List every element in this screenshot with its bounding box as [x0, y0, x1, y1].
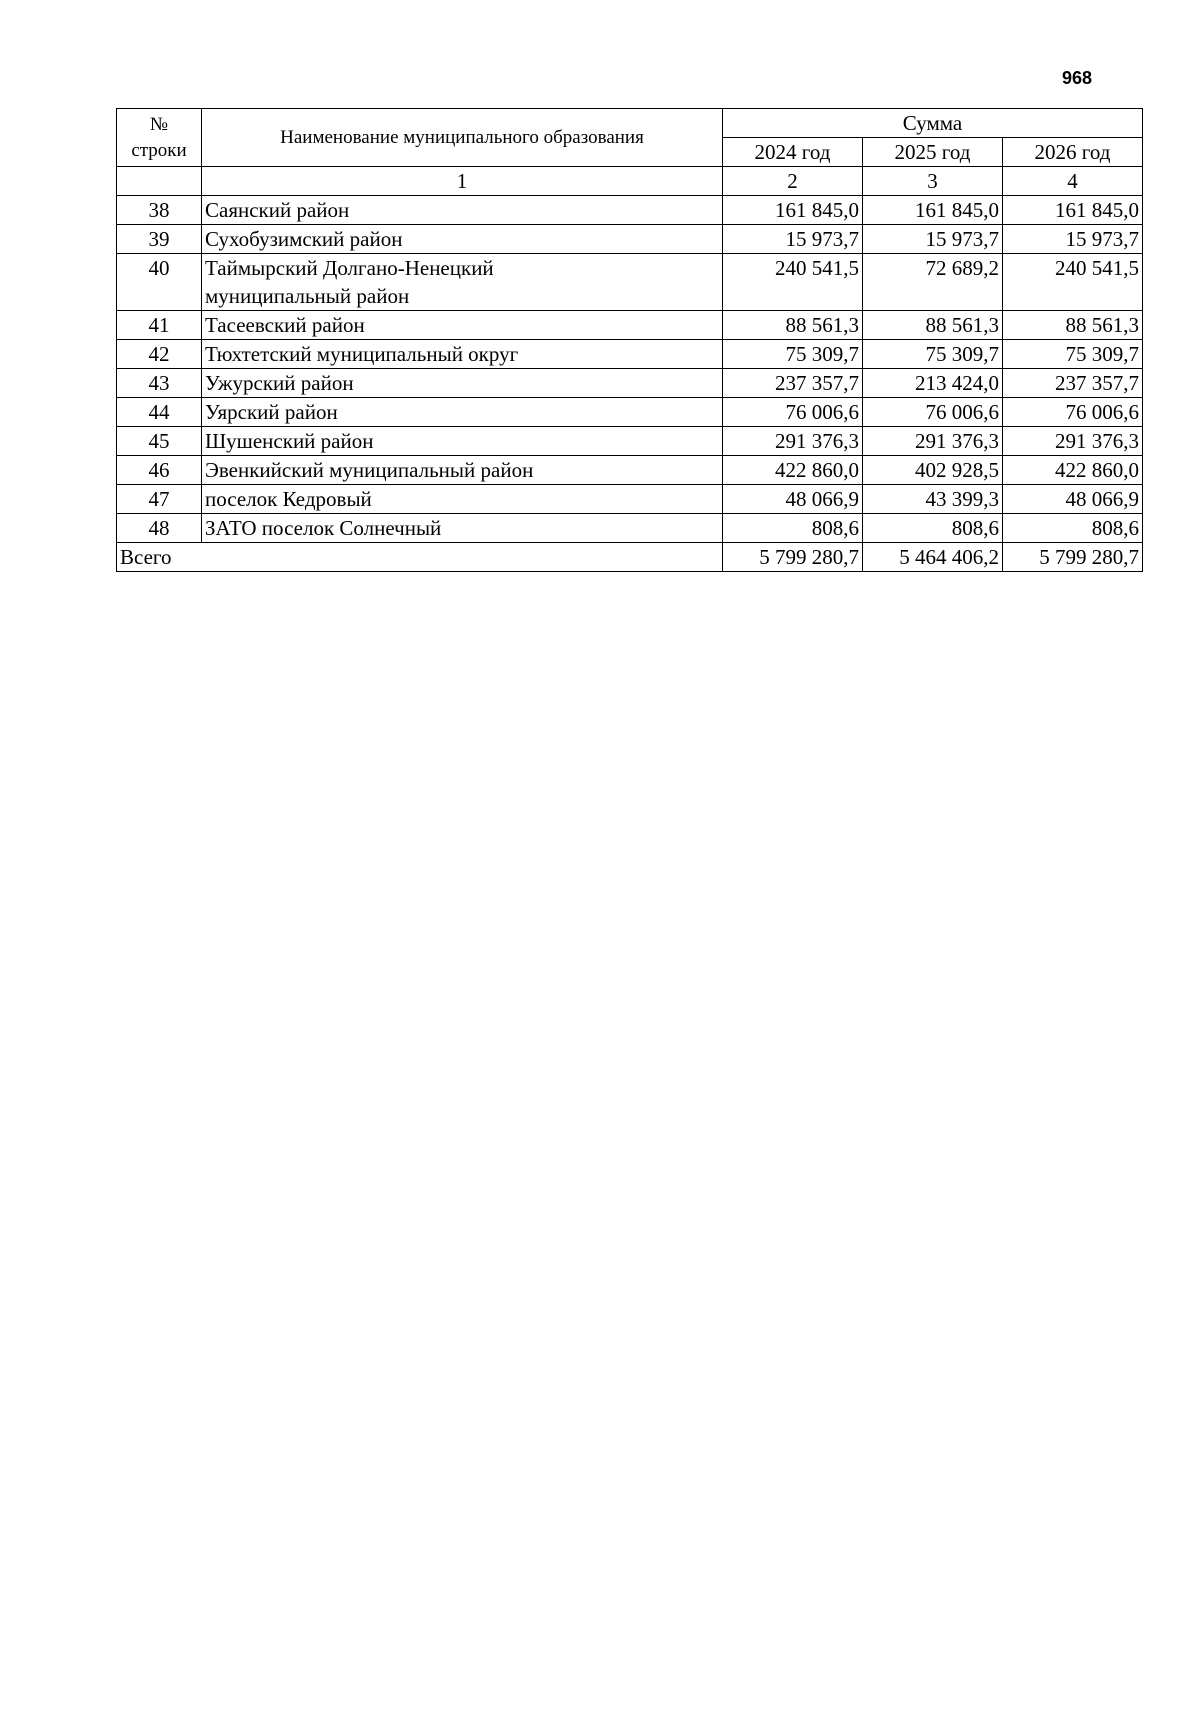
municipality-name: [202, 254, 723, 311]
col-number-1: 1: [202, 167, 723, 196]
value-2026: 240 541,5: [1003, 254, 1143, 311]
row-number: 38: [117, 196, 202, 225]
value-2026: 88 561,3: [1003, 311, 1143, 340]
row-number: 46: [117, 456, 202, 485]
municipality-name-line2: муниципальный район: [205, 284, 410, 308]
value-2024: 808,6: [723, 514, 863, 543]
value-2025: 43 399,3: [863, 485, 1003, 514]
value-2026: 48 066,9: [1003, 485, 1143, 514]
value-2026: 237 357,7: [1003, 369, 1143, 398]
table-body: [117, 196, 1143, 572]
total-2026: 5 799 280,7: [1003, 543, 1143, 572]
value-2025: 75 309,7: [863, 340, 1003, 369]
table-header: [117, 109, 1143, 196]
row-number: 48: [117, 514, 202, 543]
value-2026: 422 860,0: [1003, 456, 1143, 485]
value-2026: 76 006,6: [1003, 398, 1143, 427]
table-row: [117, 311, 1143, 340]
value-2025: 88 561,3: [863, 311, 1003, 340]
municipality-name: Тасеевский район: [202, 311, 723, 340]
page-number: 968: [1062, 68, 1093, 88]
municipality-name: Уярский район: [202, 398, 723, 427]
table-row: [117, 225, 1143, 254]
municipality-name-line1: Таймырский Долгано-Ненецкий: [205, 256, 494, 280]
value-2024: 240 541,5: [723, 254, 863, 311]
row-number: 39: [117, 225, 202, 254]
header-row-number-label: строки: [131, 139, 187, 161]
value-2025: 72 689,2: [863, 254, 1003, 311]
municipality-name: Ужурский район: [202, 369, 723, 398]
header-row-number-symbol: №: [149, 113, 169, 135]
value-2025: 15 973,7: [863, 225, 1003, 254]
row-number: 43: [117, 369, 202, 398]
value-2025: 161 845,0: [863, 196, 1003, 225]
value-2026: 75 309,7: [1003, 340, 1143, 369]
table-row: [117, 485, 1143, 514]
value-2025: 76 006,6: [863, 398, 1003, 427]
value-2024: 48 066,9: [723, 485, 863, 514]
row-number: 45: [117, 427, 202, 456]
value-2026: 291 376,3: [1003, 427, 1143, 456]
header-row-number: [117, 109, 202, 167]
value-2024: 76 006,6: [723, 398, 863, 427]
value-2026: 15 973,7: [1003, 225, 1143, 254]
municipality-name: Шушенский район: [202, 427, 723, 456]
row-number: 41: [117, 311, 202, 340]
table-row: [117, 456, 1143, 485]
municipality-name: Эвенкийский муниципальный район: [202, 456, 723, 485]
total-2025: 5 464 406,2: [863, 543, 1003, 572]
col-number-2: 2: [723, 167, 863, 196]
header-year-2026: 2026 год: [1003, 138, 1143, 167]
total-2024: 5 799 280,7: [723, 543, 863, 572]
budget-table: [116, 108, 1143, 572]
value-2024: 15 973,7: [723, 225, 863, 254]
value-2024: 161 845,0: [723, 196, 863, 225]
municipality-name: Сухобузимский район: [202, 225, 723, 254]
municipality-name: Саянский район: [202, 196, 723, 225]
value-2026: 161 845,0: [1003, 196, 1143, 225]
header-sum: Сумма: [723, 109, 1143, 138]
municipality-name: Тюхтетский муниципальный округ: [202, 340, 723, 369]
municipality-name: поселок Кедровый: [202, 485, 723, 514]
value-2025: 808,6: [863, 514, 1003, 543]
value-2024: 291 376,3: [723, 427, 863, 456]
row-number: 47: [117, 485, 202, 514]
header-name: Наименование муниципального образования: [202, 109, 723, 167]
value-2024: 75 309,7: [723, 340, 863, 369]
total-label: Всего: [117, 543, 723, 572]
table-row: [117, 514, 1143, 543]
table-row: [117, 340, 1143, 369]
value-2025: 291 376,3: [863, 427, 1003, 456]
row-number: 42: [117, 340, 202, 369]
header-year-2024: 2024 год: [723, 138, 863, 167]
table-row: [117, 398, 1143, 427]
value-2025: 402 928,5: [863, 456, 1003, 485]
row-number: 40: [117, 254, 202, 311]
value-2025: 213 424,0: [863, 369, 1003, 398]
total-row: [117, 543, 1143, 572]
municipality-name: ЗАТО поселок Солнечный: [202, 514, 723, 543]
table-row: [117, 369, 1143, 398]
col-number-4: 4: [1003, 167, 1143, 196]
table-row: [117, 196, 1143, 225]
value-2024: 237 357,7: [723, 369, 863, 398]
table-row: [117, 254, 1143, 311]
col-number-3: 3: [863, 167, 1003, 196]
value-2024: 422 860,0: [723, 456, 863, 485]
header-year-2025: 2025 год: [863, 138, 1003, 167]
row-number: 44: [117, 398, 202, 427]
col-number-0: [117, 167, 202, 196]
value-2026: 808,6: [1003, 514, 1143, 543]
table-row: [117, 427, 1143, 456]
value-2024: 88 561,3: [723, 311, 863, 340]
